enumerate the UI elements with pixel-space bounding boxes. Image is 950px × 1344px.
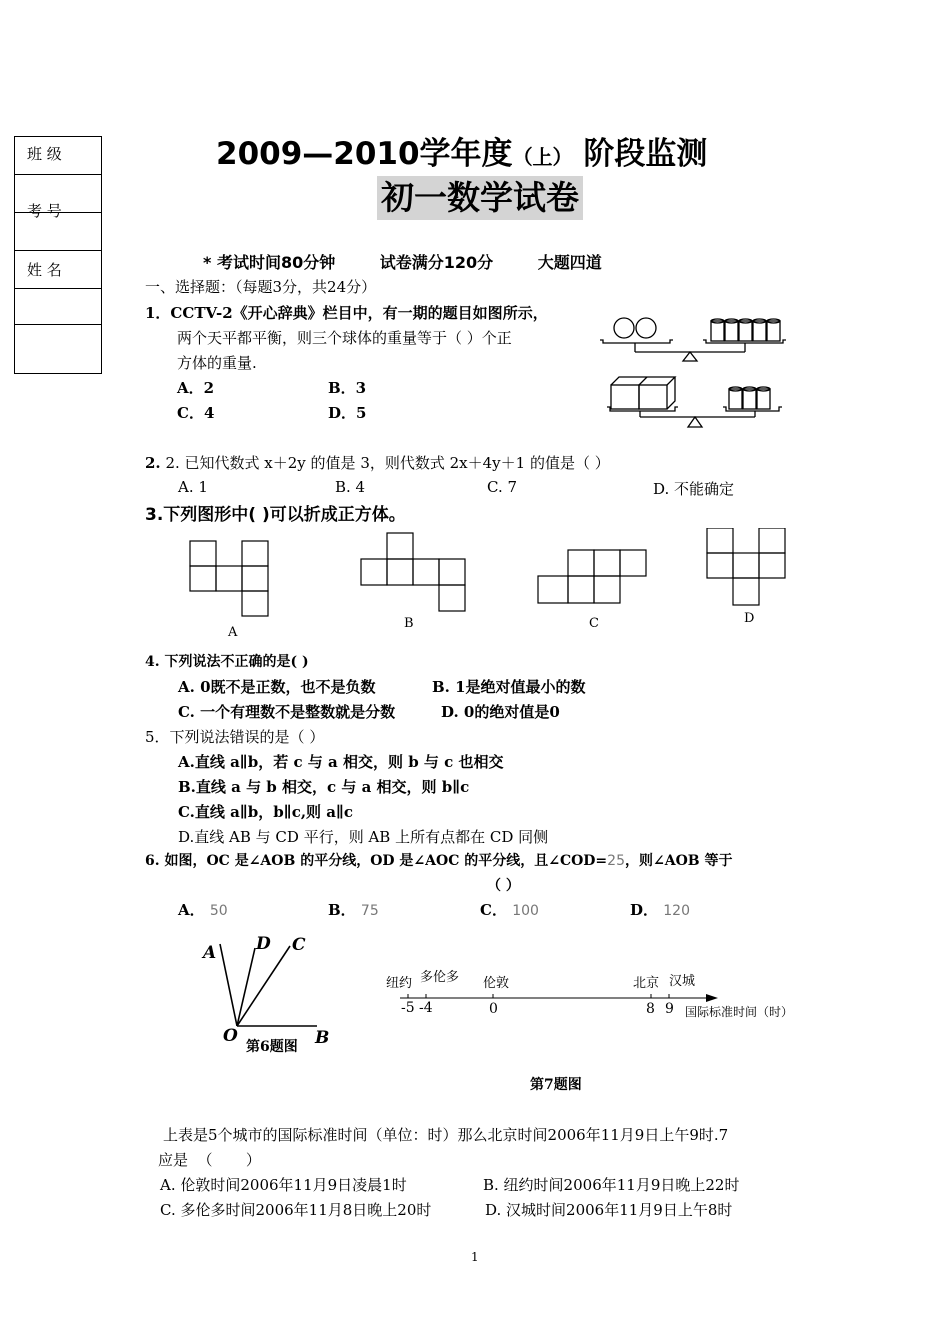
page-title: 2009—2010学年度（上） 阶段监测 <box>216 136 708 172</box>
point-o-label: O <box>223 1026 238 1046</box>
q4-option-c: C. 一个有理数不是整数就是分数 <box>178 703 396 721</box>
tick-0: 0 <box>489 1001 498 1017</box>
net-label-b: B <box>404 616 414 631</box>
section-heading: 一、选择题：（每题3分，共24分） <box>145 278 377 296</box>
city-newyork: 纽约 <box>386 976 413 991</box>
point-d-label: D <box>256 934 271 954</box>
q5-option-a: A.直线 a∥b，若 c 与 a 相交，则 b 与 c 也相交 <box>178 753 504 771</box>
q1-option-b: B．3 <box>328 379 367 397</box>
point-b-label: B <box>315 1028 330 1048</box>
exam-number-label: 考 号 <box>27 202 62 220</box>
exam-info: * 考试时间80分钟 试卷满分120分 大题四道 <box>203 253 602 272</box>
name-field <box>15 251 101 289</box>
q6-stem: 6. 如图，OC 是∠AOB 的平分线，OD 是∠AOC 的平分线，且∠COD=25，则∠AOB 等于 <box>145 853 733 869</box>
q4-stem: 4. 下列说法不正确的是( ) <box>145 654 309 670</box>
sphere-icon <box>614 318 634 338</box>
student-info-box <box>14 136 102 374</box>
axis-arrow-icon <box>706 994 718 1002</box>
page-subtitle: 初一数学试卷 <box>377 176 583 220</box>
q6-option-b: B． 75 <box>328 901 379 919</box>
q7-option-b: B. 纽约时间2006年11月9日晚上22时 <box>483 1176 740 1194</box>
q7-option-c: C. 多伦多时间2006年11月8日晚上20时 <box>160 1201 432 1219</box>
balance-scale-figure <box>595 305 805 435</box>
city-beijing: 北京 <box>633 976 660 991</box>
tick-8: 8 <box>646 1001 655 1017</box>
q4-option-a: A. 0既不是正数，也不是负数 <box>178 678 376 696</box>
net-label-c: C <box>589 616 599 631</box>
class-label: 班 级 <box>27 145 62 163</box>
q4-option-d: D. 0的绝对值是0 <box>441 703 560 721</box>
point-a-label: A <box>203 943 217 963</box>
tick-9: 9 <box>665 1001 674 1017</box>
q1-option-a: A．2 <box>177 379 215 397</box>
q2-option-b: B. 4 <box>335 478 366 496</box>
q7-line1: 上表是5个城市的国际标准时间（单位：时）那么北京时间2006年11月9日上午9时.7 <box>163 1126 729 1144</box>
city-seoul: 汉城 <box>669 974 696 989</box>
page-number: 1 <box>471 1250 479 1264</box>
q1-option-d: D．5 <box>328 404 367 422</box>
q6-option-a: A． 50 <box>178 901 228 919</box>
blank-cell <box>15 213 101 251</box>
q1-option-c: C．4 <box>177 404 215 422</box>
point-c-label: C <box>292 935 306 955</box>
q7-line2: 应是 （ ） <box>158 1151 261 1169</box>
angle-figure <box>195 930 345 1060</box>
q1-line1: 1．CCTV-2《开心辞典》栏目中，有一期的题目如图所示， <box>145 304 548 322</box>
axis-label: 国际标准时间（时） <box>685 1005 794 1019</box>
city-toronto: 多伦多 <box>420 970 460 985</box>
net-d <box>707 528 785 605</box>
blank-cell <box>15 289 101 325</box>
net-label-d: D <box>744 611 755 626</box>
q6-option-d: D． 120 <box>630 901 690 919</box>
q5-option-d: D.直线 AB 与 CD 平行，则 AB 上所有点都在 CD 同侧 <box>178 828 549 846</box>
q3-stem: 3.下列图形中( )可以折成正方体。 <box>145 505 406 525</box>
q6-figure-caption: 第6题图 <box>246 1039 298 1055</box>
net-label-a: A <box>228 625 238 640</box>
q5-option-c: C.直线 a∥b，b∥c,则 a∥c <box>178 803 354 821</box>
cube-nets-figure <box>180 528 790 643</box>
name-label: 姓 名 <box>27 261 62 279</box>
q7-figure-caption: 第7题图 <box>530 1077 582 1093</box>
q6-angle-value: 25 <box>607 853 625 869</box>
cube-icon <box>611 377 675 409</box>
q2-stem: 2. 2. 已知代数式 x＋2y 的值是 3，则代数式 2x＋4y＋1 的值是（ ） <box>145 454 610 472</box>
timezone-number-line <box>380 965 820 1030</box>
exam-number-field <box>15 175 101 220</box>
class-field <box>15 137 101 175</box>
cylinder-group <box>729 387 770 409</box>
q5-option-b: B.直线 a 与 b 相交，c 与 a 相交，则 b∥c <box>178 778 470 796</box>
q2-option-a: A. 1 <box>178 478 208 496</box>
q2-option-d: D. 不能确定 <box>653 480 735 498</box>
cylinder-group <box>711 319 780 341</box>
q6-option-c: C． 100 <box>480 901 539 919</box>
tick-minus5: -5 <box>401 1000 415 1016</box>
sphere-icon <box>636 318 656 338</box>
net-c <box>538 550 646 603</box>
q1-line2: 两个天平都平衡，则三个球体的重量等于（ ）个正 <box>177 329 512 347</box>
net-b <box>361 533 465 611</box>
q6-paren: （ ） <box>487 878 520 894</box>
q1-line3: 方体的重量. <box>177 354 257 372</box>
city-london: 伦敦 <box>483 976 510 991</box>
q7-option-a: A. 伦敦时间2006年11月9日凌晨1时 <box>160 1176 407 1194</box>
q7-option-d: D. 汉城时间2006年11月9日上午8时 <box>485 1201 733 1219</box>
net-a <box>190 541 268 616</box>
tick-minus4: -4 <box>419 1000 433 1016</box>
q2-option-c: C. 7 <box>487 478 518 496</box>
q5-stem: 5．下列说法错误的是（ ） <box>145 728 325 746</box>
q4-option-b: B. 1是绝对值最小的数 <box>432 678 586 696</box>
